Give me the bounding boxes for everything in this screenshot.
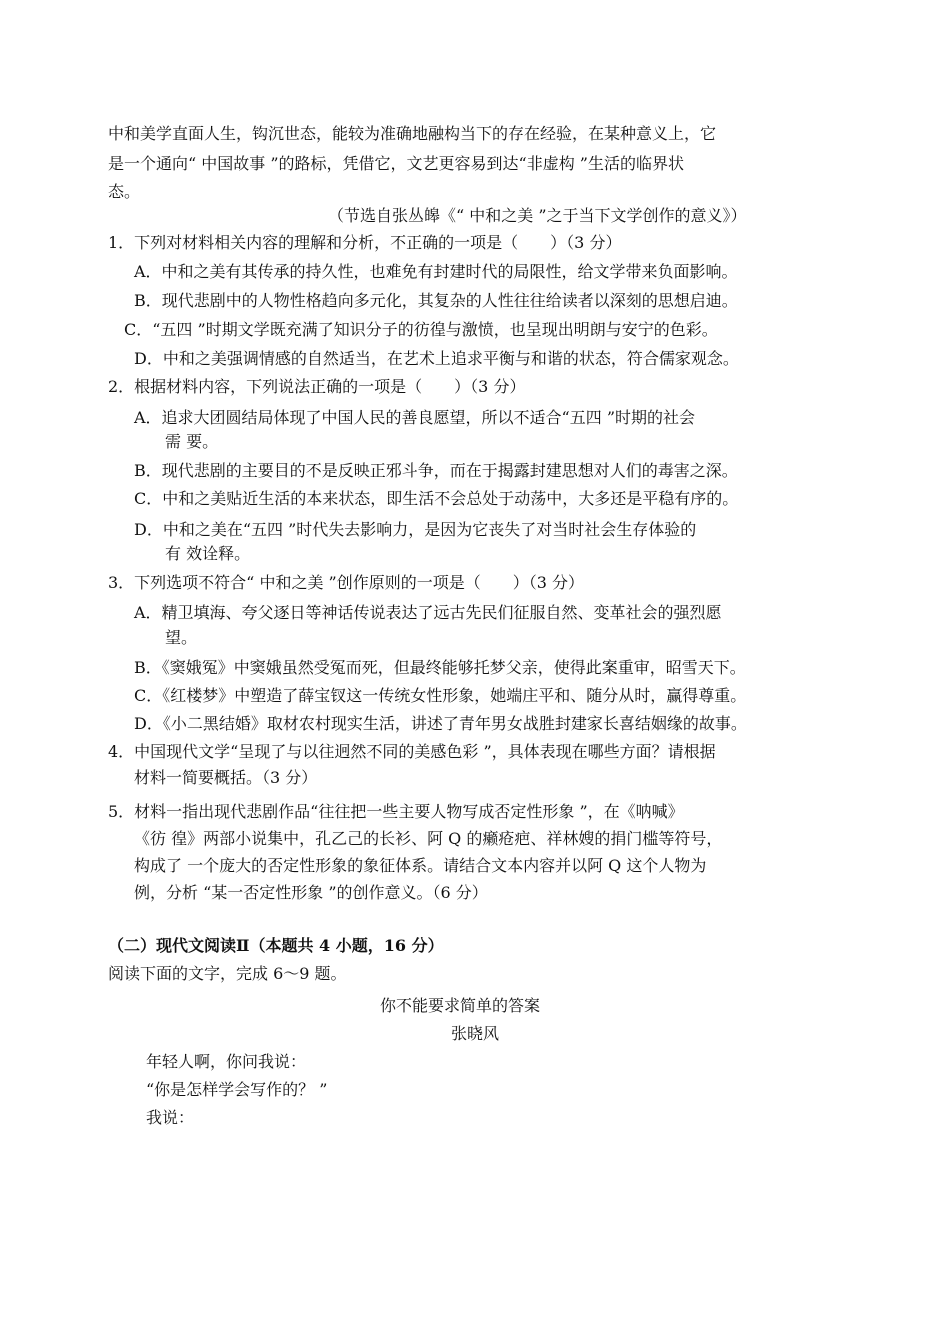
passage-source: （节选自张丛皞《“ 中和之美 ”之于当下文学创作的意义》） (328, 206, 747, 225)
option-d-continued: 有 效诠释。 (165, 544, 251, 563)
question-2-stem: 2．根据材料内容，下列说法正确的一项是（ ）（3 分） (108, 377, 526, 396)
article-line: 我说： (146, 1108, 195, 1127)
article-line: 年轻人啊，你问我说： (146, 1052, 307, 1071)
option-b: B．现代悲剧的主要目的不是反映正邪斗争，而在于揭露封建思想对人们的毒害之深。 (134, 461, 738, 480)
option-c: C．“五四 ”时期文学既充满了知识分子的彷徨与激愤，也呈现出明朗与安宁的色彩。 (124, 320, 718, 339)
option-a: A．精卫填海、夸父逐日等神话传说表达了远古先民们征服自然、变革社会的强烈愿 (134, 603, 722, 622)
option-a: A．中和之美有其传承的持久性，也难免有封建时代的局限性，给文学带来负面影响。 (134, 262, 738, 281)
section-heading: （二）现代文阅读Ⅱ（本题共 4 小题，16 分） (108, 936, 444, 955)
option-a-continued: 需 要。 (165, 432, 219, 451)
question-5-line: 《彷 徨》两部小说集中，孔乙己的长衫、阿 Q 的癞疮疤、祥林嫂的捐门槛等符号， (134, 829, 723, 848)
question-5-stem: 5．材料一指出现代悲剧作品“往往把一些主要人物写成否定性形象 ”，在《呐喊》 (108, 802, 684, 821)
option-d: D．中和之美在“五四 ”时代失去影响力，是因为它丧失了对当时社会生存体验的 (134, 520, 697, 539)
article-author: 张晓风 (451, 1024, 500, 1043)
option-d: D．中和之美强调情感的自然适当，在艺术上追求平衡与和谐的状态，符合儒家观念。 (134, 349, 739, 368)
question-5-line: 例，分析 “某一否定性形象 ”的创作意义。（6 分） (134, 883, 488, 902)
option-a-continued: 望。 (165, 628, 198, 647)
question-1-stem: 1．下列对材料相关内容的理解和分析，不正确的一项是（ ）（3 分） (108, 233, 622, 252)
section-instruction: 阅读下面的文字，完成 6～9 题。 (108, 964, 347, 983)
option-b: B．《窦娥冤》中窦娥虽然受冤而死，但最终能够托梦父亲，使得此案重审，昭雪天下。 (134, 658, 746, 677)
option-b: B．现代悲剧中的人物性格趋向多元化，其复杂的人性往往给读者以深刻的思想启迪。 (134, 291, 738, 310)
option-a: A．追求大团圆结局体现了中国人民的善良愿望，所以不适合“五四 ”时期的社会 (134, 408, 696, 427)
question-4-line: 材料一简要概括。（3 分） (134, 768, 318, 787)
option-d: D．《小二黑结婚》取材农村现实生活，讲述了青年男女战胜封建家长喜结姻缘的故事。 (134, 714, 747, 733)
question-3-stem: 3．下列选项不符合“ 中和之美 ”创作原则的一项是（ ）（3 分） (108, 573, 584, 592)
passage-line: 是一个通向“ 中国故事 ”的路标，凭借它，文艺更容易到达“非虚构 ”生活的临界状 (108, 154, 684, 173)
question-4-stem: 4．中国现代文学“呈现了与以往迥然不同的美感色彩 ”，具体表现在哪些方面？请根据 (108, 742, 716, 761)
question-5-line: 构成了 一个庞大的否定性形象的象征体系。请结合文本内容并以阿 Q 这个人物为 (134, 856, 707, 875)
passage-line: 态。 (108, 182, 141, 201)
option-c: C．《红楼梦》中塑造了薛宝钗这一传统女性形象，她端庄平和、随分从时，赢得尊重。 (134, 686, 747, 705)
article-line: “你是怎样学会写作的？ ” (146, 1080, 328, 1099)
passage-line: 中和美学直面人生，钩沉世态，能较为准确地融构当下的存在经验，在某种意义上，它 (108, 124, 717, 143)
option-c: C．中和之美贴近生活的本来状态，即生活不会总处于动荡中，大多还是平稳有序的。 (134, 489, 739, 508)
article-title: 你不能要求简单的答案 (380, 996, 541, 1015)
